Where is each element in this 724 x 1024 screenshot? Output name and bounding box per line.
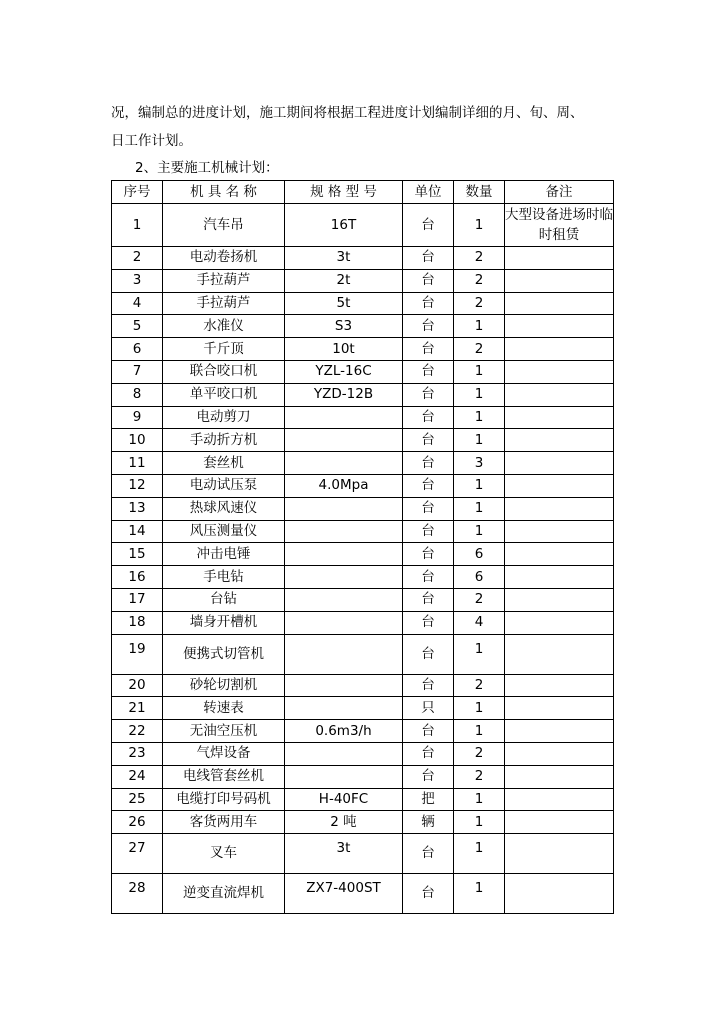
cell-unit: 台 xyxy=(403,315,454,338)
cell-unit: 台 xyxy=(403,247,454,270)
cell-no: 23 xyxy=(112,742,163,765)
cell-spec: H-40FC xyxy=(285,788,403,811)
cell-spec xyxy=(285,765,403,788)
cell-no: 13 xyxy=(112,497,163,520)
cell-qty: 1 xyxy=(454,406,505,429)
cell-note xyxy=(505,697,614,720)
table-row xyxy=(112,543,614,566)
header-qty: 数量 xyxy=(454,181,505,204)
table-row xyxy=(112,247,614,270)
cell-name: 电动试压泵 xyxy=(163,474,285,497)
cell-qty: 3 xyxy=(454,452,505,475)
cell-spec: 16T xyxy=(285,204,403,247)
cell-unit: 台 xyxy=(403,566,454,589)
cell-name: 墙身开槽机 xyxy=(163,611,285,634)
cell-note xyxy=(505,429,614,452)
cell-unit: 台 xyxy=(403,634,454,674)
cell-no: 1 xyxy=(112,204,163,247)
cell-spec xyxy=(285,497,403,520)
cell-spec: YZL-16C xyxy=(285,360,403,383)
section-heading: 2、主要施工机械计划： xyxy=(135,160,279,176)
cell-spec: 2 吨 xyxy=(285,811,403,834)
cell-qty: 2 xyxy=(454,674,505,697)
cell-note xyxy=(505,720,614,743)
cell-no: 8 xyxy=(112,383,163,406)
table-row xyxy=(112,611,614,634)
cell-note xyxy=(505,338,614,361)
cell-name: 叉车 xyxy=(163,834,285,874)
cell-no: 7 xyxy=(112,360,163,383)
cell-spec xyxy=(285,588,403,611)
cell-no: 26 xyxy=(112,811,163,834)
cell-qty: 1 xyxy=(454,497,505,520)
cell-name: 热球风速仪 xyxy=(163,497,285,520)
cell-no: 12 xyxy=(112,474,163,497)
table-row xyxy=(112,269,614,292)
cell-name: 汽车吊 xyxy=(163,204,285,247)
cell-spec xyxy=(285,697,403,720)
cell-name: 电线管套丝机 xyxy=(163,765,285,788)
cell-name: 千斤顶 xyxy=(163,338,285,361)
cell-qty: 2 xyxy=(454,269,505,292)
table-row xyxy=(112,742,614,765)
cell-no: 20 xyxy=(112,674,163,697)
table-row xyxy=(112,204,614,247)
paragraph-line-1: 况，编制总的进度计划，施工期间将根据工程进度计划编制详细的月、旬、周、 xyxy=(111,105,584,121)
cell-no: 11 xyxy=(112,452,163,475)
cell-name: 联合咬口机 xyxy=(163,360,285,383)
cell-spec xyxy=(285,634,403,674)
cell-unit: 台 xyxy=(403,474,454,497)
cell-spec: S3 xyxy=(285,315,403,338)
cell-spec: 4.0Mpa xyxy=(285,474,403,497)
header-name: 机 具 名 称 xyxy=(163,181,285,204)
cell-spec xyxy=(285,543,403,566)
cell-note xyxy=(505,588,614,611)
table-row xyxy=(112,315,614,338)
cell-name: 电缆打印号码机 xyxy=(163,788,285,811)
cell-qty: 2 xyxy=(454,588,505,611)
cell-no: 4 xyxy=(112,292,163,315)
table-row xyxy=(112,566,614,589)
cell-qty: 1 xyxy=(454,315,505,338)
table-row xyxy=(112,360,614,383)
cell-unit: 台 xyxy=(403,204,454,247)
cell-name: 套丝机 xyxy=(163,452,285,475)
cell-note xyxy=(505,315,614,338)
table-row xyxy=(112,811,614,834)
cell-no: 21 xyxy=(112,697,163,720)
cell-qty: 1 xyxy=(454,360,505,383)
cell-spec: 10t xyxy=(285,338,403,361)
cell-note xyxy=(505,611,614,634)
cell-unit: 台 xyxy=(403,834,454,874)
cell-no: 6 xyxy=(112,338,163,361)
cell-note xyxy=(505,566,614,589)
cell-no: 24 xyxy=(112,765,163,788)
cell-unit: 把 xyxy=(403,788,454,811)
cell-no: 27 xyxy=(112,834,163,874)
cell-unit: 台 xyxy=(403,292,454,315)
cell-note xyxy=(505,765,614,788)
table-row xyxy=(112,834,614,874)
cell-qty: 1 xyxy=(454,429,505,452)
cell-spec: ZX7-400ST xyxy=(285,874,403,914)
cell-note xyxy=(505,452,614,475)
cell-no: 18 xyxy=(112,611,163,634)
cell-spec xyxy=(285,566,403,589)
cell-name: 手拉葫芦 xyxy=(163,269,285,292)
cell-unit: 台 xyxy=(403,765,454,788)
table-row xyxy=(112,874,614,914)
cell-no: 2 xyxy=(112,247,163,270)
cell-qty: 1 xyxy=(454,811,505,834)
cell-unit: 台 xyxy=(403,588,454,611)
table-row xyxy=(112,520,614,543)
cell-no: 10 xyxy=(112,429,163,452)
cell-spec: 3t xyxy=(285,247,403,270)
table-row xyxy=(112,697,614,720)
cell-qty: 2 xyxy=(454,338,505,361)
cell-unit: 台 xyxy=(403,874,454,914)
cell-name: 转速表 xyxy=(163,697,285,720)
cell-name: 单平咬口机 xyxy=(163,383,285,406)
cell-note xyxy=(505,788,614,811)
cell-name: 风压测量仪 xyxy=(163,520,285,543)
cell-qty: 1 xyxy=(454,520,505,543)
cell-unit: 台 xyxy=(403,360,454,383)
machinery-table xyxy=(111,180,614,914)
table-row xyxy=(112,383,614,406)
cell-unit: 台 xyxy=(403,406,454,429)
cell-spec: 3t xyxy=(285,834,403,874)
table-row xyxy=(112,788,614,811)
cell-name: 手拉葫芦 xyxy=(163,292,285,315)
cell-name: 便携式切管机 xyxy=(163,634,285,674)
cell-qty: 4 xyxy=(454,611,505,634)
cell-unit: 台 xyxy=(403,383,454,406)
cell-no: 19 xyxy=(112,634,163,674)
cell-no: 9 xyxy=(112,406,163,429)
cell-unit: 台 xyxy=(403,269,454,292)
cell-qty: 2 xyxy=(454,742,505,765)
cell-spec xyxy=(285,611,403,634)
cell-name: 无油空压机 xyxy=(163,720,285,743)
cell-note xyxy=(505,520,614,543)
table-row xyxy=(112,338,614,361)
cell-note xyxy=(505,247,614,270)
cell-qty: 1 xyxy=(454,474,505,497)
cell-note xyxy=(505,834,614,874)
cell-unit: 台 xyxy=(403,742,454,765)
table-row xyxy=(112,634,614,674)
cell-unit: 台 xyxy=(403,452,454,475)
cell-note xyxy=(505,474,614,497)
header-unit: 单位 xyxy=(403,181,454,204)
table-row xyxy=(112,474,614,497)
cell-unit: 只 xyxy=(403,697,454,720)
table-row xyxy=(112,497,614,520)
cell-unit: 台 xyxy=(403,674,454,697)
cell-name: 逆变直流焊机 xyxy=(163,874,285,914)
cell-spec xyxy=(285,406,403,429)
cell-no: 25 xyxy=(112,788,163,811)
cell-note xyxy=(505,874,614,914)
table-row xyxy=(112,674,614,697)
paragraph-line-2: 日工作计划。 xyxy=(111,133,192,149)
cell-spec: 0.6m3/h xyxy=(285,720,403,743)
header-no: 序号 xyxy=(112,181,163,204)
cell-no: 16 xyxy=(112,566,163,589)
cell-spec xyxy=(285,429,403,452)
cell-name: 冲击电锤 xyxy=(163,543,285,566)
cell-unit: 辆 xyxy=(403,811,454,834)
cell-qty: 6 xyxy=(454,543,505,566)
cell-note xyxy=(505,292,614,315)
cell-no: 22 xyxy=(112,720,163,743)
cell-name: 砂轮切割机 xyxy=(163,674,285,697)
table-row xyxy=(112,406,614,429)
cell-no: 15 xyxy=(112,543,163,566)
table-row xyxy=(112,429,614,452)
cell-note xyxy=(505,406,614,429)
cell-spec xyxy=(285,742,403,765)
cell-note xyxy=(505,674,614,697)
table-row xyxy=(112,765,614,788)
cell-spec: 5t xyxy=(285,292,403,315)
cell-spec xyxy=(285,520,403,543)
cell-no: 28 xyxy=(112,874,163,914)
cell-unit: 台 xyxy=(403,611,454,634)
cell-name: 水准仪 xyxy=(163,315,285,338)
cell-spec xyxy=(285,452,403,475)
cell-unit: 台 xyxy=(403,543,454,566)
cell-name: 电动卷扬机 xyxy=(163,247,285,270)
cell-spec: YZD-12B xyxy=(285,383,403,406)
cell-qty: 2 xyxy=(454,292,505,315)
cell-qty: 1 xyxy=(454,834,505,874)
cell-no: 5 xyxy=(112,315,163,338)
cell-qty: 1 xyxy=(454,697,505,720)
cell-qty: 1 xyxy=(454,788,505,811)
cell-qty: 1 xyxy=(454,720,505,743)
cell-unit: 台 xyxy=(403,520,454,543)
cell-note xyxy=(505,543,614,566)
cell-no: 3 xyxy=(112,269,163,292)
cell-unit: 台 xyxy=(403,497,454,520)
cell-qty: 1 xyxy=(454,383,505,406)
cell-spec: 2t xyxy=(285,269,403,292)
cell-qty: 1 xyxy=(454,634,505,674)
cell-note xyxy=(505,634,614,674)
cell-qty: 1 xyxy=(454,874,505,914)
cell-no: 17 xyxy=(112,588,163,611)
cell-qty: 2 xyxy=(454,247,505,270)
table-header-row xyxy=(112,181,614,204)
cell-note xyxy=(505,360,614,383)
cell-no: 14 xyxy=(112,520,163,543)
cell-note xyxy=(505,497,614,520)
header-note: 备注 xyxy=(505,181,614,204)
table-row xyxy=(112,720,614,743)
cell-unit: 台 xyxy=(403,429,454,452)
cell-name: 手电钻 xyxy=(163,566,285,589)
cell-spec xyxy=(285,674,403,697)
cell-qty: 1 xyxy=(454,204,505,247)
cell-note xyxy=(505,811,614,834)
table-body xyxy=(112,204,614,914)
cell-name: 手动折方机 xyxy=(163,429,285,452)
cell-name: 客货两用车 xyxy=(163,811,285,834)
cell-note xyxy=(505,742,614,765)
cell-name: 台钻 xyxy=(163,588,285,611)
cell-unit: 台 xyxy=(403,720,454,743)
cell-qty: 6 xyxy=(454,566,505,589)
cell-note: 大型设备进场时临时租赁 xyxy=(505,204,614,247)
cell-qty: 2 xyxy=(454,765,505,788)
header-spec: 规 格 型 号 xyxy=(285,181,403,204)
cell-note xyxy=(505,269,614,292)
cell-unit: 台 xyxy=(403,338,454,361)
table-row xyxy=(112,452,614,475)
table-row xyxy=(112,588,614,611)
table-row xyxy=(112,292,614,315)
cell-name: 气焊设备 xyxy=(163,742,285,765)
cell-name: 电动剪刀 xyxy=(163,406,285,429)
cell-note xyxy=(505,383,614,406)
